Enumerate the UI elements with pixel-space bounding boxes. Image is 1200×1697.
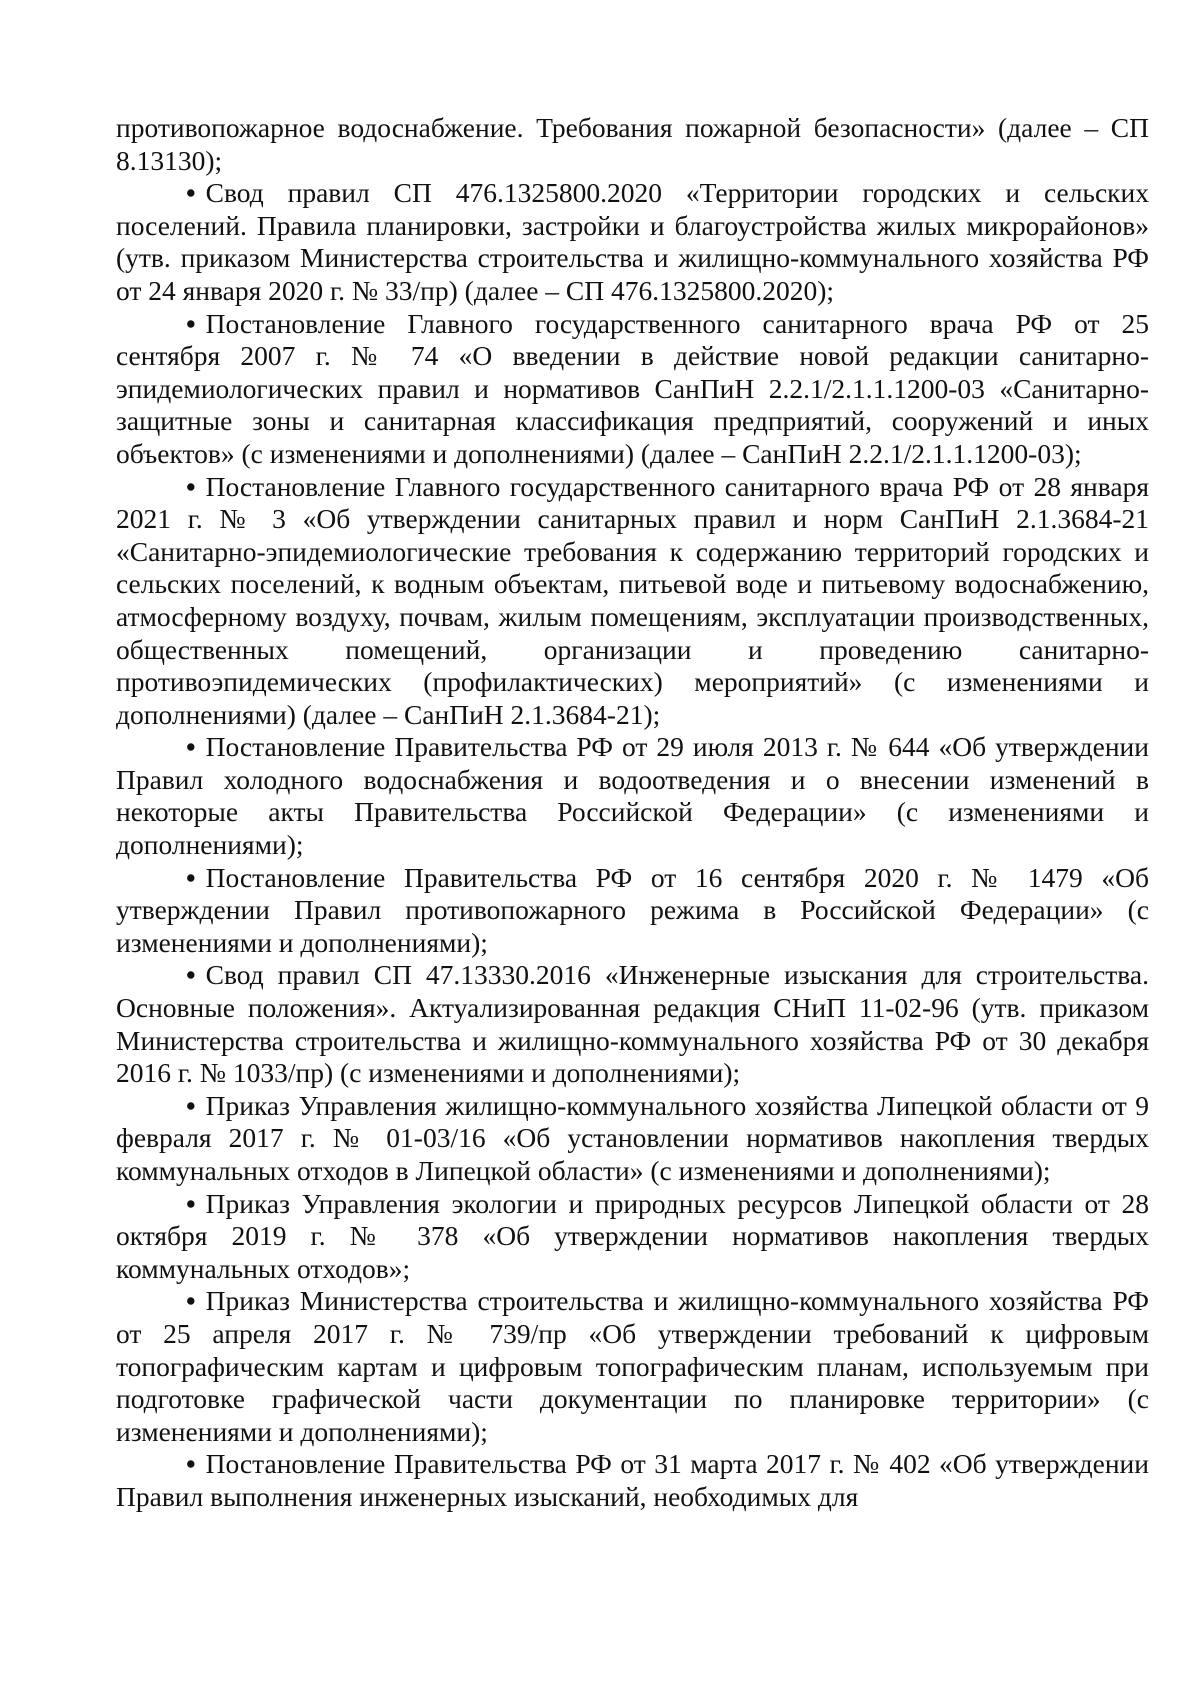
list-item [116,1090,1149,1188]
list-item [116,1285,1149,1448]
list-item-text: Приказ Управления экологии и природных ресурсов Липецкой области от 28 октября 2019 г. № 378 «Об утверждении нормативов накопления твердых коммунальных отходов»; [116,1187,1149,1284]
list-item-text: Приказ Управления жилищно-коммунального хозяйства Липецкой области от 9 февраля 2017 г. № 01-03/16 «Об установлении нормативов накопления твердых коммунальных отходов в Липецкой области» (с изменениями и дополнениями); [116,1089,1149,1186]
list-item-text: Приказ Министерства строительства и жилищно-коммунального хозяйства РФ от 25 апреля 2017 г. № 739/пр «Об утверждении требований к цифровым топографическим картам и цифровым топографическим планам, используемым при подготовке графической части документации по планировке территории» (с изменениями и дополнениями); [116,1285,1149,1447]
list-item-text: Постановление Главного государственного санитарного врача РФ от 28 января 2021 г. № 3 «Об утверждении санитарных правил и норм СанПиН 2.1.3684-21 «Санитарно-эпидемиологические требования к содержанию территорий городских и сельских поселений, к водным объектам, питьевой воде и питьевому водоснабжению, атмосферному воздуху, почвам, жилым помещениям, эксплуатации производственных, общественных помещений, организации и проведению санитарно-противоэпидемических (профилактических) мероприятий» (с изменениями и дополнениями) (далее – СанПиН 2.1.3684-21); [116,470,1149,730]
list-item [116,471,1149,732]
list-item [116,1448,1149,1513]
list-item-text: Свод правил СП 47.13330.2016 «Инженерные изыскания для строительства. Основные положения». Актуализированная редакция СНиП 11-02-96 (утв. приказом Министерства строительства и жилищно-коммунального хозяйства РФ от 30 декабря 2016 г. № 1033/пр) (с изменениями и дополнениями); [116,959,1149,1089]
list-item [116,731,1149,861]
bullet-icon: • [186,470,196,502]
bullet-icon: • [186,1285,196,1317]
bullet-icon: • [186,861,196,893]
bullet-icon: • [186,959,196,991]
paragraph-text: противопожарное водоснабжение. Требования пожарной безопасности» (далее – СП 8.13130); [116,112,1149,176]
bullet-icon: • [186,1448,196,1480]
bullet-icon: • [186,177,196,209]
list-item [116,308,1149,471]
list-item [116,862,1149,960]
list-item [116,959,1149,1089]
list-item-text: Постановление Правительства РФ от 29 июля 2013 г. № 644 «Об утверждении Правил холодного водоснабжения и водоотведения и о внесении изменений в некоторые акты Правительства Российской Федерации» (с изменениями и дополнениями); [116,731,1149,861]
list-item [116,1188,1149,1286]
list-item-text: Свод правил СП 476.1325800.2020 «Территории городских и сельских поселений. Правила планировки, застройки и благоустройства жилых микрорайонов» (утв. приказом Министерства строительства и жилищно-коммунального хозяйства РФ от 24 января 2020 г. № 33/пр) (далее – СП 476.1325800.2020); [116,177,1149,306]
list-item-text: Постановление Главного государственного санитарного врача РФ от 25 сентября 2007 г. № 74 «О введении в действие новой редакции санитарно-эпидемиологических правил и нормативов СанПиН 2.2.1/2.1.1.1200-03 «Санитарно-защитные зоны и санитарная классификация предприятий, сооружений и иных объектов» (с изменениями и дополнениями) (далее – СанПиН 2.2.1/2.1.1.1200-03); [116,307,1149,469]
bullet-icon: • [186,1089,196,1121]
document-body [116,112,1149,1514]
bullet-icon: • [186,1187,196,1219]
list-item-text: Постановление Правительства РФ от 16 сентября 2020 г. № 1479 «Об утверждении Правил противопожарного режима в Российской Федерации» (с изменениями и дополнениями); [116,861,1149,958]
list-item-text: Постановление Правительства РФ от 31 марта 2017 г. № 402 «Об утверждении Правил выполнения инженерных изысканий, необходимых для [116,1448,1149,1512]
bullet-icon: • [186,731,196,763]
bullet-icon: • [186,307,196,339]
list-item [116,177,1149,307]
paragraph-continuation [116,112,1149,177]
